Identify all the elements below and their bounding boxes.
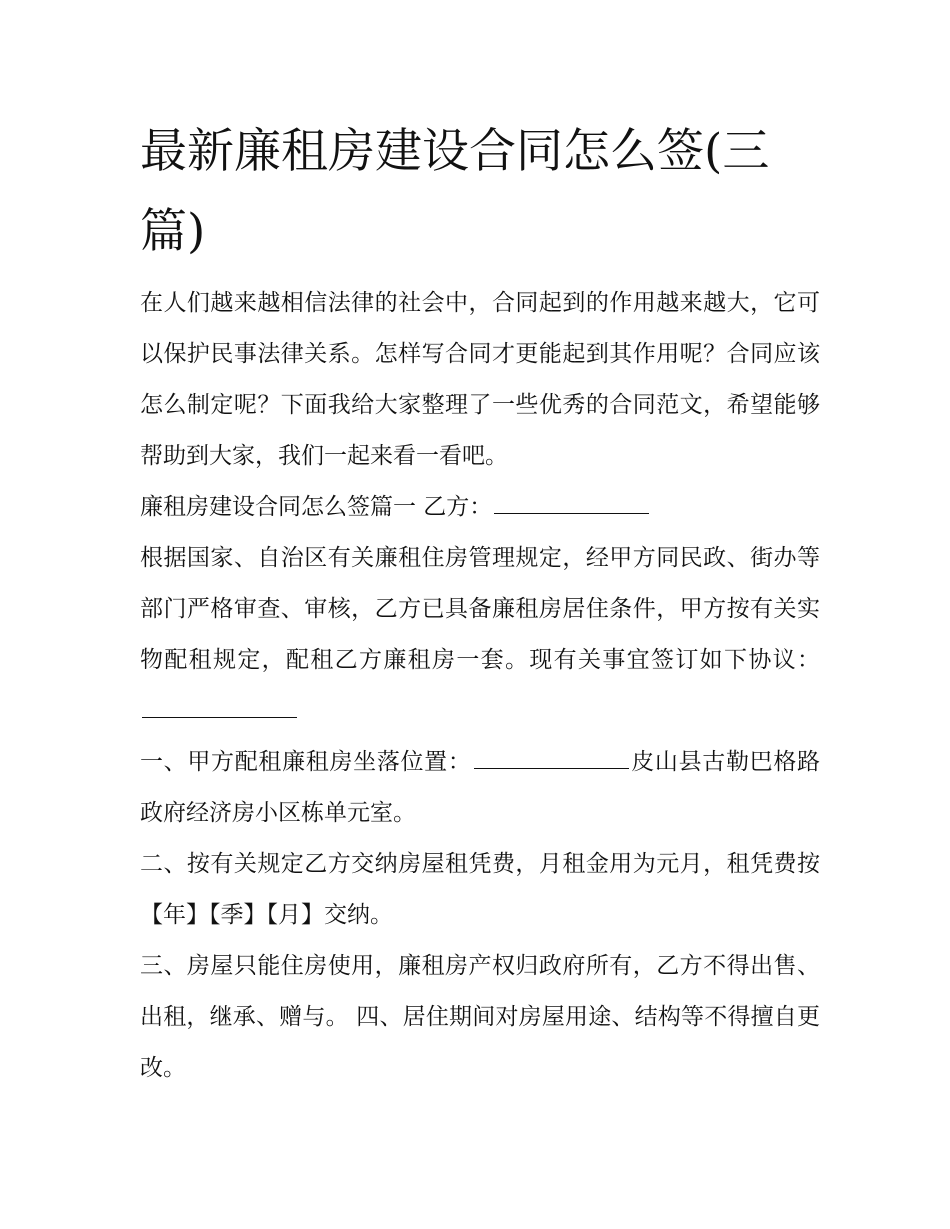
party-b-blank bbox=[494, 493, 649, 514]
document-body bbox=[140, 278, 820, 1094]
clause-3: 三、房屋只能住房使用，廉租房产权归政府所有，乙方不得出售、出租，继承、赠与。 四、居住期间对房屋用途、结构等不得擅自更改。 bbox=[140, 953, 820, 1081]
section1-heading: 廉租房建设合同怎么签篇一 乙方： bbox=[140, 494, 493, 520]
clause-2: 二、按有关规定乙方交纳房屋租凭费，月租金用为元月，租凭费按【年】【季】【月】交纳。 bbox=[140, 851, 820, 928]
clause-1-prefix: 一、甲方配租廉租房坐落位置： bbox=[140, 749, 472, 775]
location-blank bbox=[474, 748, 629, 769]
section1-heading-line bbox=[140, 482, 820, 533]
basis-paragraph bbox=[140, 533, 820, 737]
intro-paragraph: 在人们越来越相信法律的社会中，合同起到的作用越来越大，它可以保护民事法律关系。怎样写合同才更能起到其作用呢？合同应该怎么制定呢？下面我给大家整理了一些优秀的合同范文，希望能够帮助到大家，我们一起来看一看吧。 bbox=[140, 290, 820, 469]
agreement-blank bbox=[142, 697, 297, 718]
basis-text: 根据国家、自治区有关廉租住房管理规定，经甲方同民政、街办等部门严格审查、审核，乙方已具备廉租房居住条件，甲方按有关实物配租规定，配租乙方廉租房一套。现有关事宜签订如下协议： bbox=[140, 545, 820, 673]
clause-1-suffix: 皮山县古勒巴格路政府经济房小区栋单元室。 bbox=[140, 749, 821, 826]
document-title: 最新廉租房建设合同怎么签(三篇) bbox=[140, 124, 770, 259]
clause-1 bbox=[140, 737, 820, 839]
